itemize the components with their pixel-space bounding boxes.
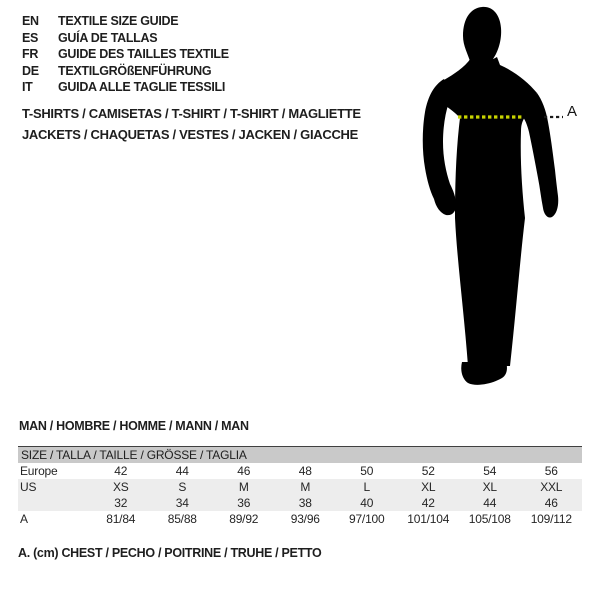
table-row-chest-cm bbox=[18, 511, 582, 527]
size-cell: XL bbox=[398, 479, 460, 495]
language-label: GUIDE DES TAILLES TEXTILE bbox=[58, 47, 229, 62]
language-code: FR bbox=[22, 47, 39, 62]
size-cell: 109/112 bbox=[530, 512, 572, 526]
size-cell: M bbox=[275, 479, 337, 495]
size-cell: 101/104 bbox=[407, 512, 450, 526]
man-silhouette-icon bbox=[410, 0, 600, 400]
size-cell: L bbox=[336, 479, 398, 495]
language-row-de bbox=[22, 63, 229, 80]
size-cell: 32 bbox=[90, 495, 152, 511]
language-row-fr bbox=[22, 46, 229, 63]
size-cell: 81/84 bbox=[106, 512, 136, 526]
silhouette-foot bbox=[461, 362, 507, 385]
language-label: TEXTILGRÖßENFÜHRUNG bbox=[58, 63, 212, 78]
size-cell: 46 bbox=[521, 495, 583, 511]
garment-line-tshirts: T-SHIRTS / CAMISETAS / T-SHIRT / T-SHIRT / MAGLIETTE bbox=[22, 106, 361, 121]
size-cell: 52 bbox=[421, 464, 435, 478]
language-code: DE bbox=[22, 63, 39, 78]
size-cell: 44 bbox=[459, 495, 521, 511]
size-cell: 93/96 bbox=[290, 512, 320, 526]
row-label: A bbox=[20, 512, 28, 526]
size-table-header-row bbox=[18, 447, 582, 464]
size-cell: 44 bbox=[175, 464, 189, 478]
size-cell: XXL bbox=[521, 479, 583, 495]
row-label bbox=[18, 495, 90, 511]
table-row-us bbox=[18, 479, 582, 495]
size-cell: 56 bbox=[544, 464, 558, 478]
language-list bbox=[22, 13, 229, 96]
size-cell: 54 bbox=[483, 464, 497, 478]
size-cell: M bbox=[213, 479, 275, 495]
language-code: EN bbox=[22, 14, 39, 28]
language-code: IT bbox=[22, 80, 33, 95]
language-row-es bbox=[22, 30, 229, 47]
measurement-a-label: A bbox=[567, 103, 578, 120]
size-cell: 89/92 bbox=[229, 512, 259, 526]
size-cell: XL bbox=[459, 479, 521, 495]
size-cell: 42 bbox=[114, 464, 128, 478]
measurement-footnote: A. (cm) CHEST / PECHO / POITRINE / TRUHE / PETTO bbox=[18, 546, 322, 560]
size-cell: 85/88 bbox=[167, 512, 197, 526]
size-table bbox=[18, 446, 582, 527]
size-cell: 46 bbox=[237, 464, 251, 478]
garment-line-jackets: JACKETS / CHAQUETAS / VESTES / JACKEN / GIACCHE bbox=[22, 126, 358, 142]
size-cell: 36 bbox=[213, 495, 275, 511]
man-silhouette-figure bbox=[410, 0, 600, 400]
language-row-en bbox=[22, 13, 229, 30]
language-label: TEXTILE SIZE GUIDE bbox=[58, 14, 179, 28]
language-row-it bbox=[22, 79, 229, 96]
size-cell: 40 bbox=[336, 495, 398, 511]
size-cell: 48 bbox=[298, 464, 312, 478]
size-cell: 42 bbox=[398, 495, 460, 511]
size-cell: 38 bbox=[275, 495, 337, 511]
table-row-numeric bbox=[18, 495, 582, 511]
size-cell: 97/100 bbox=[348, 512, 385, 526]
silhouette-right-arm bbox=[523, 93, 558, 218]
size-cell: S bbox=[152, 479, 214, 495]
size-table-header: SIZE / TALLA / TAILLE / GRÖSSE / TAGLIA bbox=[18, 447, 582, 464]
row-label: Europe bbox=[20, 464, 58, 478]
language-code: ES bbox=[22, 30, 39, 45]
silhouette-head bbox=[463, 7, 501, 66]
size-cell: 105/108 bbox=[468, 512, 511, 526]
language-label: GUIDA ALLE TAGLIE TESSILI bbox=[58, 80, 226, 95]
language-label: GUÍA DE TALLAS bbox=[58, 30, 158, 45]
section-title-man: MAN / HOMBRE / HOMME / MANN / MAN bbox=[19, 419, 249, 433]
size-cell: 34 bbox=[152, 495, 214, 511]
row-label: US bbox=[18, 479, 90, 495]
size-cell: 50 bbox=[360, 464, 374, 478]
garment-type-lines bbox=[22, 104, 361, 145]
table-row-europe bbox=[18, 463, 582, 479]
silhouette-legs bbox=[455, 218, 525, 366]
size-cell: XS bbox=[90, 479, 152, 495]
